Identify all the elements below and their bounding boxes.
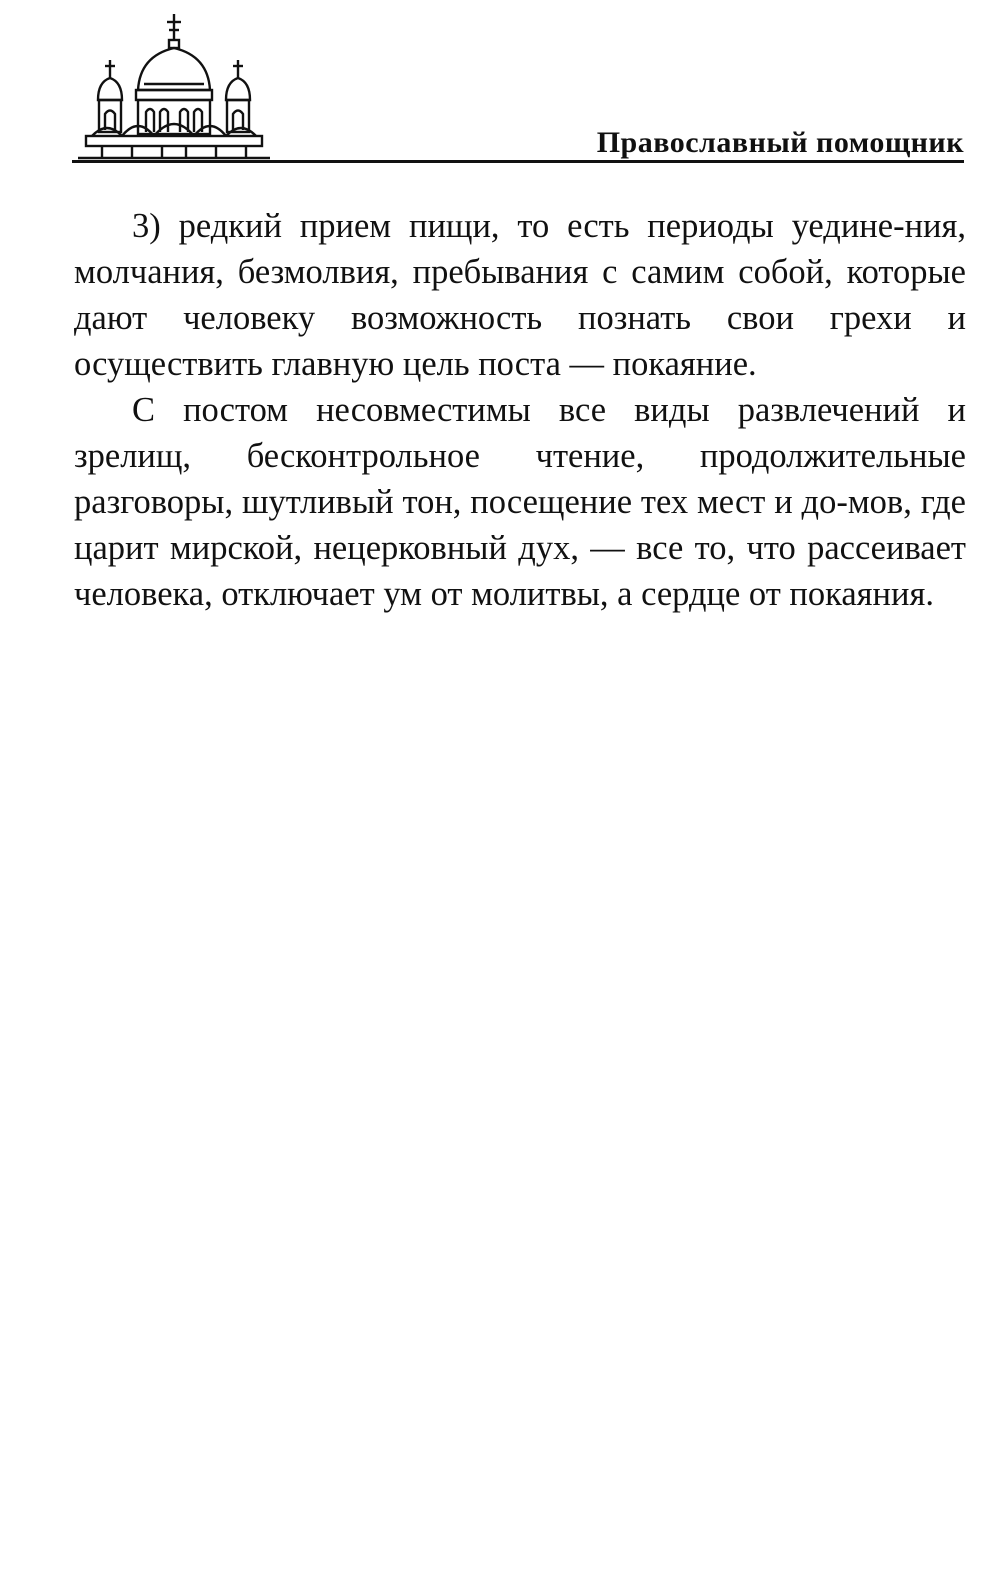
header-divider bbox=[72, 160, 964, 163]
paragraph: 3) редкий прием пищи, то есть периоды уедине-ния, молчания, безмолвия, пребывания с самим собой, которые дают человеку возможность познать свои грехи и осуществить главную цель поста — покаяние. bbox=[74, 207, 966, 383]
cathedral-icon bbox=[72, 12, 277, 164]
body-text bbox=[74, 203, 966, 617]
paragraph: С постом несовместимы все виды развлечений и зрелищ, бесконтрольное чтение, продолжительные разговоры, шутливый тон, посещение тех мест и до-мов, где царит мирской, нецерковный дух, — все то, что рассеивает человека, отключает ум от молитвы, а сердце от покаяния. bbox=[74, 391, 966, 613]
running-header bbox=[72, 12, 964, 164]
running-header-title: Православный помощник bbox=[596, 126, 964, 159]
